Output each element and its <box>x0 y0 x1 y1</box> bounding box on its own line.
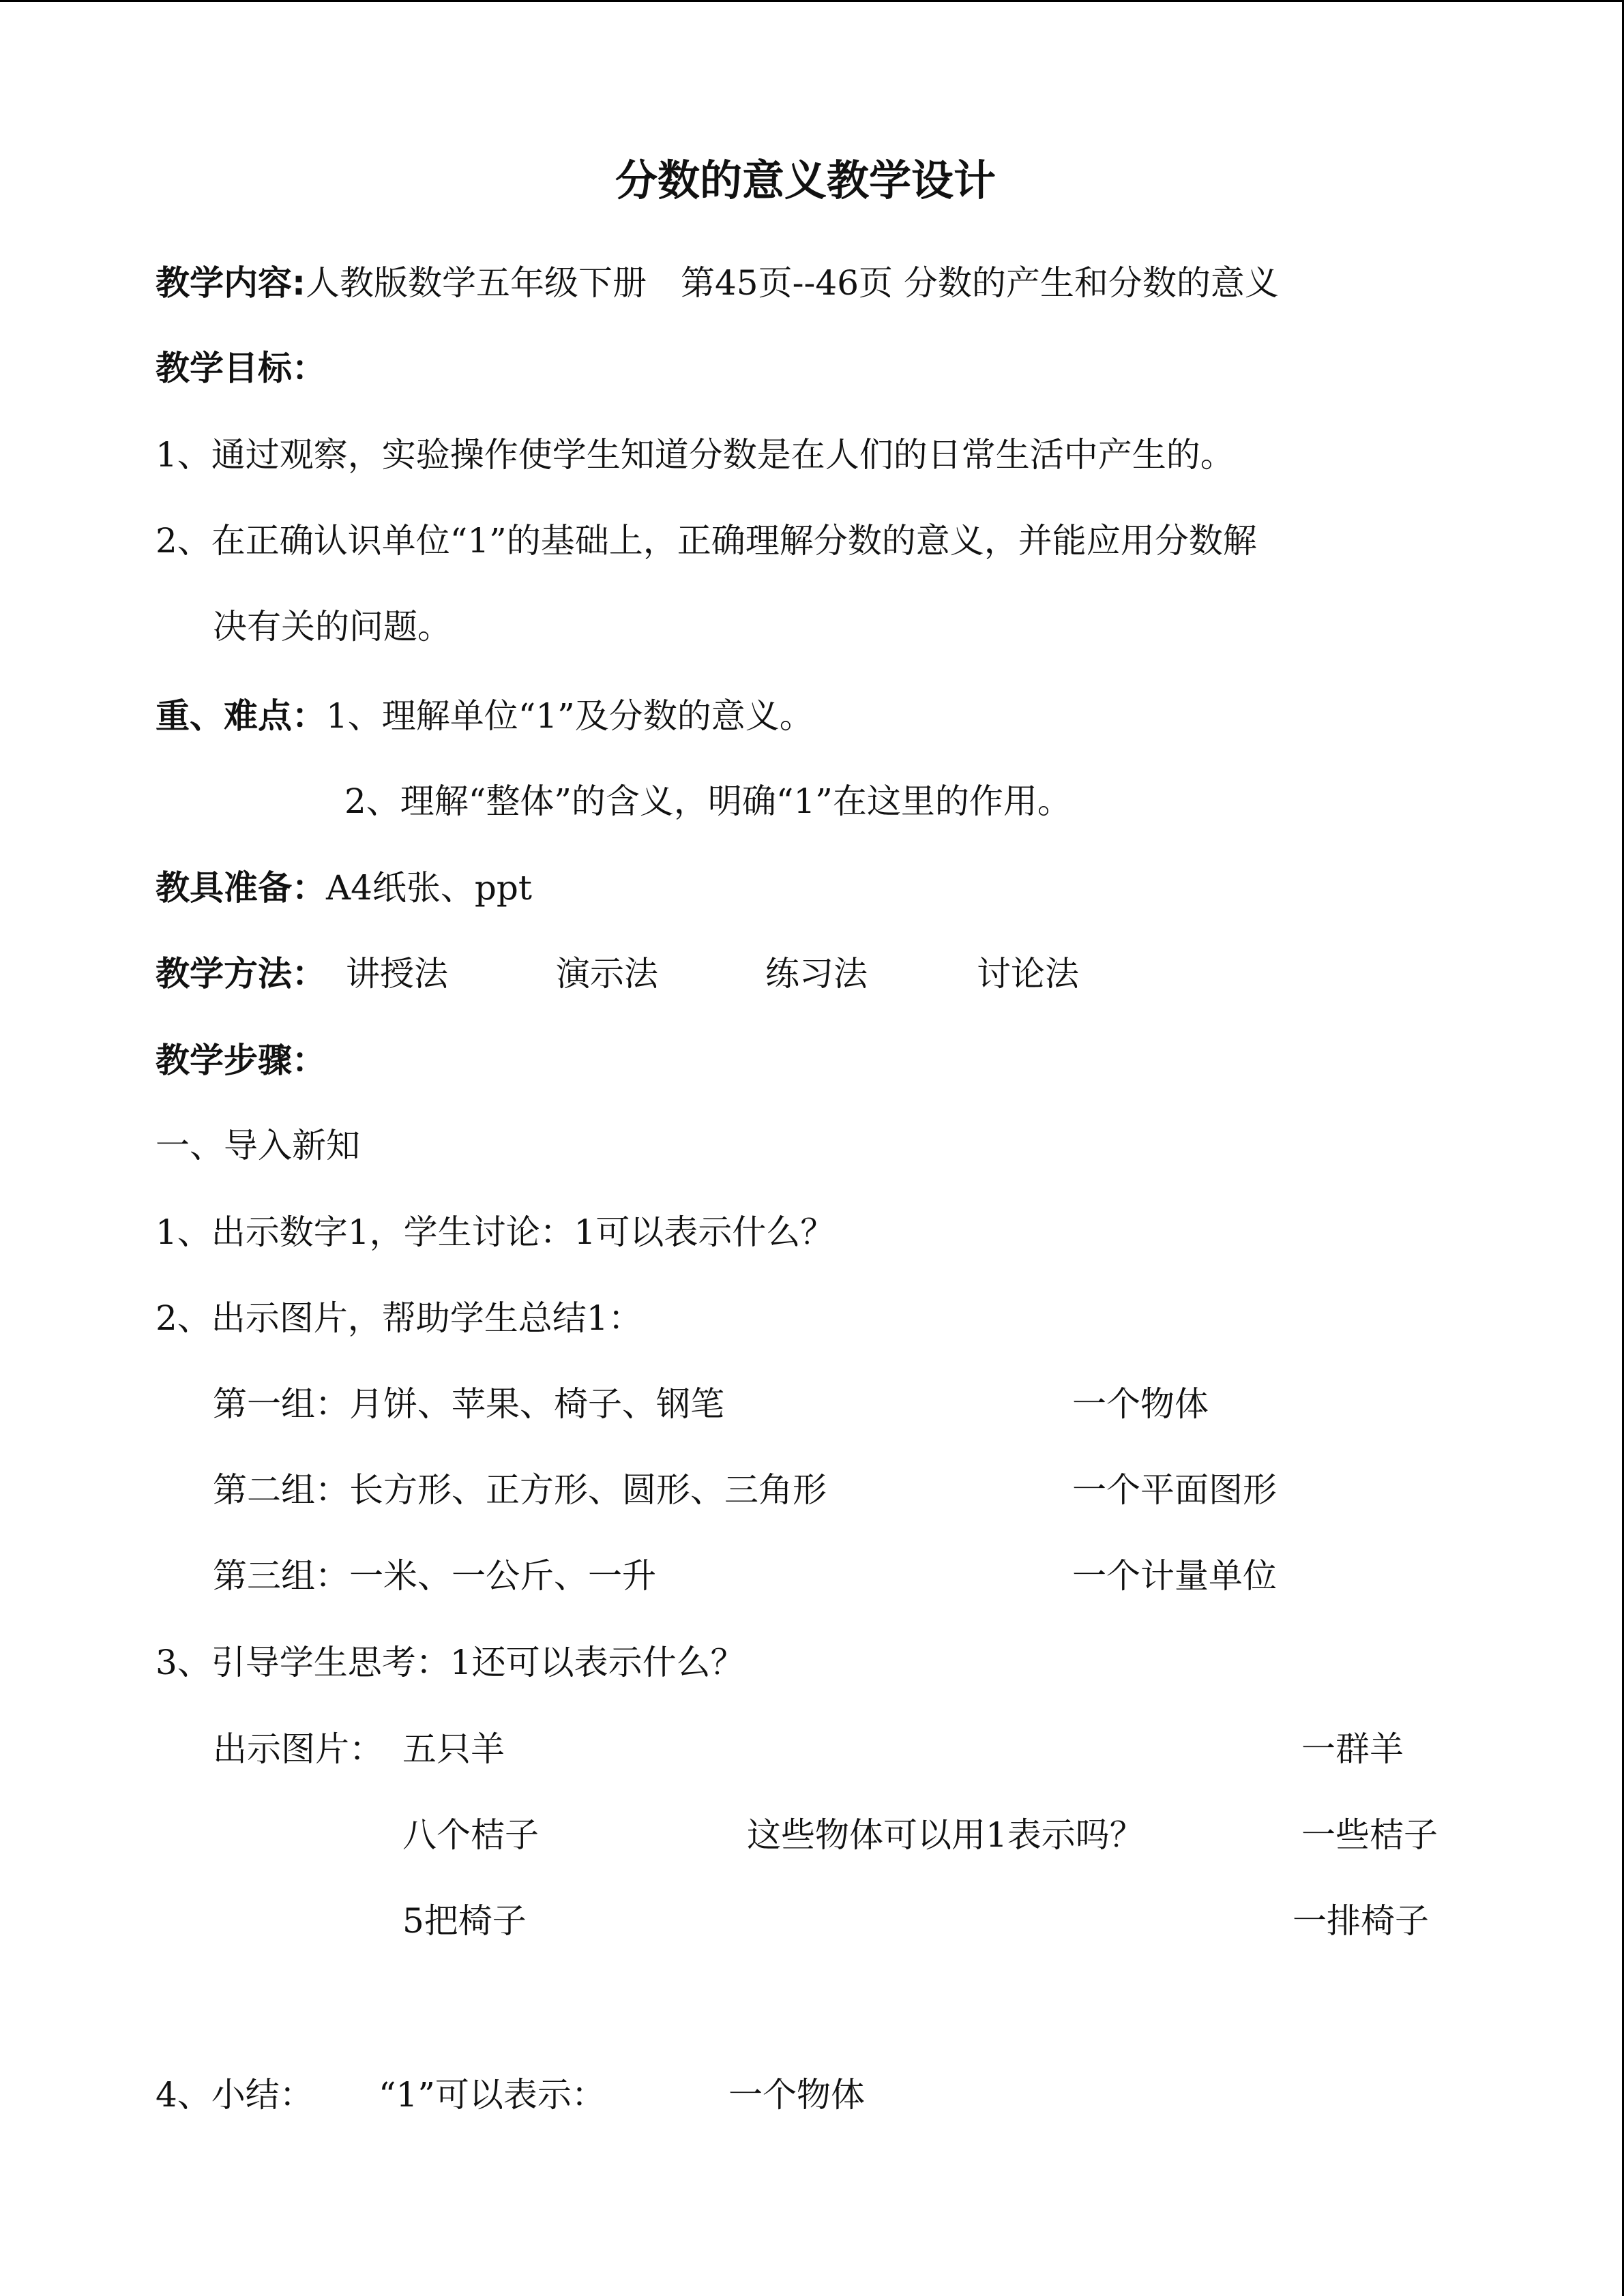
picture-2-item: 八个桔子 <box>402 1815 539 1855</box>
picture-1-item: 五只羊 <box>402 1729 505 1769</box>
picture-1-result: 一群羊 <box>1301 1729 1404 1769</box>
group-2-items: 第二组：长方形、正方形、圆形、三角形 <box>213 1470 827 1510</box>
method-2: 演示法 <box>556 954 658 994</box>
methods-label: 教学方法： <box>156 954 326 994</box>
page-top-border <box>0 0 1624 2</box>
step-4-label: 4、小结： <box>156 2075 314 2115</box>
key-points-row <box>156 692 814 740</box>
materials-label: 教具准备： <box>156 868 326 908</box>
picture-question: 这些物体可以用1表示吗？ <box>747 1815 1144 1855</box>
objective-2-cont: 决有关的问题。 <box>213 607 452 646</box>
method-1: 讲授法 <box>346 954 448 994</box>
document-title: 分数的意义教学设计 <box>615 155 996 205</box>
key-points-label: 重、难点： <box>156 696 326 736</box>
step-4-mid: “1”可以表示： <box>379 2075 606 2115</box>
group-3-items: 第三组：一米、一公斤、一升 <box>213 1556 656 1596</box>
teaching-content-text: 人教版数学五年级下册 第45页--46页 分数的产生和分数的意义 <box>306 263 1279 303</box>
group-1-summary: 一个物体 <box>1072 1384 1209 1424</box>
steps-label: 教学步骤： <box>156 1041 326 1080</box>
method-3: 练习法 <box>765 954 868 994</box>
step-4-end: 一个物体 <box>728 2075 865 2115</box>
step-2: 2、出示图片，帮助学生总结1： <box>156 1298 643 1338</box>
objective-1: 1、通过观察，实验操作使学生知道分数是在人们的日常生活中产生的。 <box>156 435 1235 475</box>
group-3-summary: 一个计量单位 <box>1072 1556 1277 1596</box>
pictures-label: 出示图片： <box>213 1729 383 1769</box>
teaching-content-label: 教学内容: <box>156 263 306 303</box>
group-1-items: 第一组：月饼、苹果、椅子、钢笔 <box>213 1384 724 1424</box>
key-point-2: 2、理解“整体”的含义，明确“1”在这里的作用。 <box>344 781 1072 821</box>
section-1-heading: 一、导入新知 <box>156 1126 360 1165</box>
key-point-1: 1、理解单位“1”及分数的意义。 <box>326 696 814 736</box>
objective-2: 2、在正确认识单位“1”的基础上，正确理解分数的意义，并能应用分数解 <box>156 521 1257 561</box>
teaching-content-row <box>156 259 1279 307</box>
materials-row <box>156 864 532 912</box>
step-3: 3、引导学生思考：1还可以表示什么？ <box>156 1643 745 1682</box>
objectives-label: 教学目标： <box>156 348 326 388</box>
step-1: 1、出示数字1，学生讨论：1可以表示什么？ <box>156 1212 835 1252</box>
materials-text: A4纸张、ppt <box>326 868 533 908</box>
picture-3-item: 5把椅子 <box>402 1901 527 1941</box>
group-2-summary: 一个平面图形 <box>1072 1470 1277 1510</box>
method-4: 讨论法 <box>977 954 1079 994</box>
picture-3-result: 一排椅子 <box>1293 1901 1429 1941</box>
picture-2-result: 一些桔子 <box>1301 1815 1438 1855</box>
